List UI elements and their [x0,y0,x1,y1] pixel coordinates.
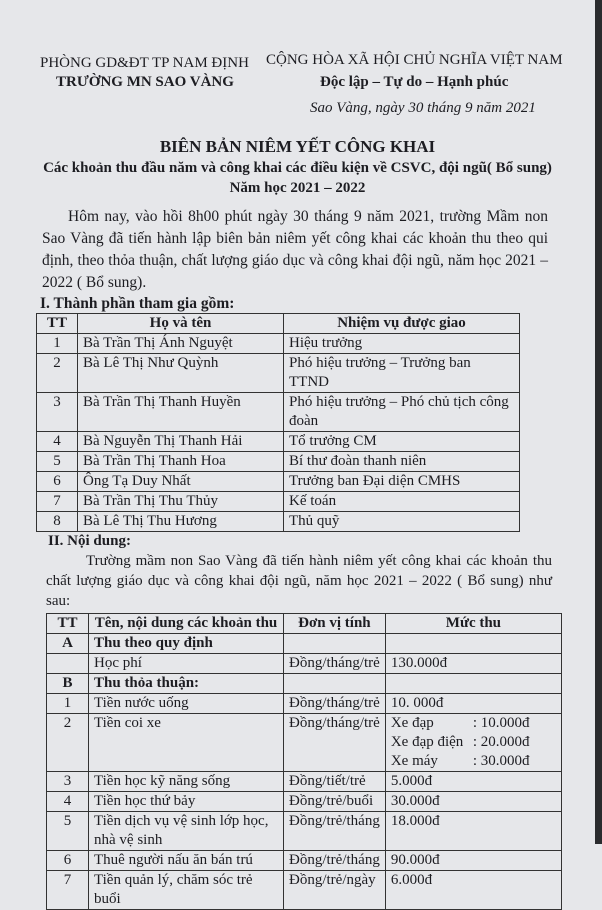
document-title: BIÊN BẢN NIÊM YẾT CÔNG KHAI [159,137,436,156]
fee-name: Tiền học thứ bảy [89,792,284,812]
vehicle-fee: : 20.000đ [472,734,530,750]
table-row [37,393,520,432]
place-date: Sao Vàng, ngày 30 tháng 9 năm 2021 [310,100,536,116]
fee-name: Thu thỏa thuận: [89,674,284,694]
column-header: Họ và tên [78,314,284,334]
row-number: 4 [47,792,89,812]
fee-unit: Đồng/tháng/trẻ [284,694,386,714]
participants-table [36,313,520,532]
fee-unit: Đồng/tiết/trẻ [284,772,386,792]
participant-name: Bà Trần Thị Thanh Hoa [78,452,284,472]
row-number: 3 [37,393,78,432]
table-row [37,452,520,472]
row-number: 3 [47,772,89,792]
fee-unit: Đồng/trẻ/buổi [284,792,386,812]
row-number: 4 [37,432,78,452]
participant-duty: Hiệu trưởng [284,334,520,354]
row-number: 2 [37,354,78,393]
table-row [47,851,562,871]
participant-name: Bà Nguyễn Thị Thanh Hải [78,432,284,452]
row-number [47,654,89,674]
table-row [37,512,520,532]
participant-name: Bà Trần Thị Ánh Nguyệt [78,334,284,354]
fee-name: Thu theo quy định [89,634,284,654]
row-number: 6 [47,851,89,871]
participant-name: Bà Trần Thị Thu Thủy [78,492,284,512]
fee-unit: Đồng/trẻ/ngày [284,871,386,910]
table-header-row [47,614,562,634]
fee-amount: 30.000đ [385,792,561,812]
fee-amount [385,714,561,772]
fee-amount: 10. 000đ [385,694,561,714]
school-year: Năm học 2021 – 2022 [229,180,366,196]
row-number: 1 [47,694,89,714]
fee-name: Học phí [89,654,284,674]
row-number: 7 [47,871,89,910]
fee-unit: Đồng/tháng/trẻ [284,654,386,674]
fee-amount: 5.000đ [385,772,561,792]
national-motto: Độc lập – Tự do – Hạnh phúc [320,74,509,90]
fee-name: Tiền dịch vụ vệ sinh lớp học, nhà vệ sinh [89,812,284,851]
fee-amount: 130.000đ [385,654,561,674]
fee-name: Tiền học kỹ năng sống [89,772,284,792]
column-header: Nhiệm vụ được giao [284,314,520,334]
vehicle-type: Xe đạp điện [390,734,464,750]
participant-duty: Thủ quỹ [284,512,520,532]
fee-unit [284,634,386,654]
row-number: 8 [37,512,78,532]
table-row [47,694,562,714]
table-row [37,432,520,452]
participant-duty: Trưởng ban Đại diện CMHS [284,472,520,492]
agency-name: PHÒNG GD&ĐT TP NAM ĐỊNH [40,55,249,71]
table-row [47,792,562,812]
row-number: 1 [37,334,78,354]
fee-amount [385,634,561,654]
row-number: 2 [47,714,89,772]
table-row [37,354,520,393]
column-header: Tên, nội dung các khoản thu [89,614,284,634]
section1-heading: I. Thành phần tham gia gồm: [40,295,235,312]
vehicle-fee: : 10.000đ [472,715,530,731]
fee-unit [284,674,386,694]
vehicle-type: Xe máy [390,753,438,769]
column-header: TT [47,614,89,634]
table-row [37,472,520,492]
amount-line [391,752,556,771]
table-row [47,714,562,772]
section2-heading: II. Nội dung: [48,533,131,549]
table-row [47,772,562,792]
vehicle-type: Xe đạp [390,715,434,731]
fee-unit: Đồng/tháng/trẻ [284,714,386,772]
fee-amount [385,674,561,694]
amount-line [391,714,556,733]
fee-name: Tiền quản lý, chăm sóc trẻ buổi [89,871,284,910]
participant-duty: Phó hiệu trưởng – Phó chủ tịch công đoàn [284,393,520,432]
fee-name: Tiền nước uống [89,694,284,714]
section2-paragraph: Trường mầm non Sao Vàng đã tiến hành niêm yết công khai các khoản thu chất lượng giáo dục và công khai đội ngũ, năm học 2021 – 2022 ( Bổ sung) như sau: [46,553,552,609]
column-header: Đơn vị tính [284,614,386,634]
row-number: 7 [37,492,78,512]
fee-unit: Đồng/trẻ/tháng [284,851,386,871]
participant-duty: Tổ trưởng CM [284,432,520,452]
participant-name: Bà Trần Thị Thanh Huyền [78,393,284,432]
fee-amount: 6.000đ [385,871,561,910]
table-row [37,492,520,512]
fee-name: Thuê người nấu ăn bán trú [89,851,284,871]
fee-amount: 18.000đ [385,812,561,851]
group-row [47,634,562,654]
page-edge-shadow [595,0,602,844]
fee-amount: 90.000đ [385,851,561,871]
row-number: B [47,674,89,694]
participant-duty: Phó hiệu trưởng – Trưởng ban TTND [284,354,520,393]
column-header: TT [37,314,78,334]
amount-line [391,733,556,752]
participant-name: Bà Lê Thị Thu Hương [78,512,284,532]
row-number: 5 [37,452,78,472]
fees-table [46,613,562,910]
table-row [47,654,562,674]
participant-name: Bà Lê Thị Như Quỳnh [78,354,284,393]
fee-unit: Đồng/trẻ/tháng [284,812,386,851]
document-body [0,136,595,910]
intro-paragraph: Hôm nay, vào hồi 8h00 phút ngày 30 tháng 9 năm 2021, trường Mầm non Sao Vàng đã tiến hành lập biên bản niêm yết công khai các khoản thu theo qui định, theo thỏa thuận, chất lượng giáo dục và công khai đội ngũ, năm học 2021 – 2022 ( Bổ sung). [42,208,548,291]
table-row [47,812,562,851]
table-header-row [37,314,520,334]
table-row [37,334,520,354]
participant-duty: Bí thư đoàn thanh niên [284,452,520,472]
document-subtitle: Các khoản thu đầu năm và công khai các điều kiện về CSVC, đội ngũ( Bổ sung) [43,160,552,176]
participant-name: Ông Tạ Duy Nhất [78,472,284,492]
fee-name: Tiền coi xe [89,714,284,772]
row-number: 6 [37,472,78,492]
group-row [47,674,562,694]
column-header: Mức thu [385,614,561,634]
row-number: 5 [47,812,89,851]
row-number: A [47,634,89,654]
vehicle-fee: : 30.000đ [472,753,530,769]
nation-name: CỘNG HÒA XÃ HỘI CHỦ NGHĨA VIỆT NAM [266,52,563,68]
table-row [47,871,562,910]
school-name: TRƯỜNG MN SAO VÀNG [56,74,234,90]
participant-duty: Kế toán [284,492,520,512]
